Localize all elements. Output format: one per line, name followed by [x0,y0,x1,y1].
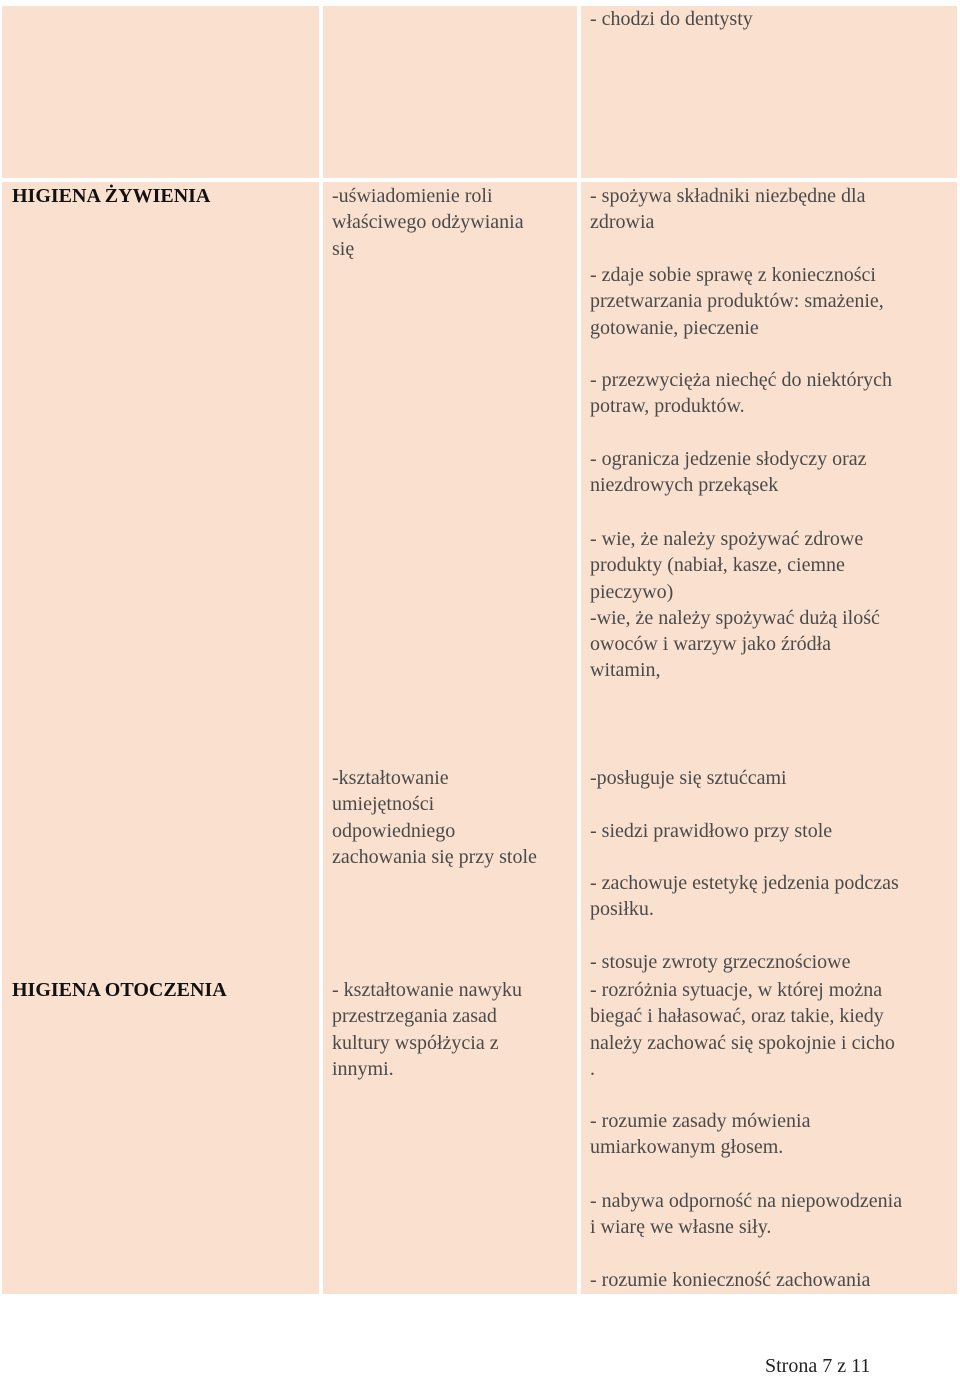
text-line: zdrowia [590,211,655,234]
nutrition-outcome-3 [590,367,892,420]
nutrition-outcome-4 [590,446,867,499]
text-line: -posługuje się sztućcami [590,767,787,789]
table-manners-outcome-1 [590,765,787,791]
text-line: biegać i hałasować, oraz takie, kiedy [590,1005,884,1028]
environment-goal [332,977,522,1082]
text-line: - nabywa odporność na niepowodzenia [590,1190,903,1212]
table-manners-outcome-3 [590,870,899,923]
text-line: -wie, że należy spożywać dużą ilość [590,606,880,629]
nutrition-outcome-2 [590,262,884,341]
text-line: owoców i warzyw jako źródła [590,633,832,656]
text-line: umiejętności [332,793,435,816]
text-line: - zdaje sobie sprawę z konieczności [590,264,876,286]
text-line: pieczywo) [590,580,674,603]
table-manners-outcome-2 [590,818,832,844]
text-line: . [590,1057,595,1080]
text-line: - kształtowanie nawyku [332,979,522,1001]
page-number: Strona 7 z 11 [765,1355,871,1377]
text-line: - siedzi prawidłowo przy stole [590,820,833,842]
cell-r2-c1 [2,182,319,1294]
text-line: -kształtowanie [332,767,449,789]
text-line: - zachowuje estetykę jedzenia podczas [590,872,899,894]
table-manners-goal [332,765,537,870]
text-line: gotowanie, pieczenie [590,316,759,339]
text-line: - spożywa składniki niezbędne dla [590,185,866,207]
nutrition-outcome-5 [590,526,880,684]
text-line: - chodzi do dentysty [590,8,753,30]
text-line: kultury współżycia z [332,1031,499,1054]
environment-outcome-3 [590,1108,810,1161]
section-heading-nutrition: HIGIENA ŻYWIENIA [12,185,211,207]
text-line: produkty (nabiał, kasze, ciemne [590,554,845,577]
text-line: -uświadomienie roli [332,185,493,207]
environment-outcome-2 [590,977,895,1082]
nutrition-goal [332,183,524,262]
text-line: przetwarzania produktów: smażenie, [590,290,884,313]
text-line: - rozróżnia sytuacje, w której można [590,979,883,1001]
cell-r1-c1 [2,6,319,178]
cell-r1-c2 [323,6,577,178]
text-line: - rozumie zasady mówienia [590,1110,811,1132]
text-line: zachowania się przy stole [332,845,537,868]
environment-outcome-1 [590,949,850,975]
top-row-outcome [590,6,753,32]
text-line: należy zachować się spokojnie i cicho [590,1031,895,1054]
text-line: innymi. [332,1057,394,1080]
environment-outcome-4 [590,1188,902,1241]
text-line: - ogranicza jedzenie słodyczy oraz [590,448,867,470]
environment-outcome-5 [590,1267,870,1293]
text-line: witamin, [590,659,661,682]
text-line: i wiarę we własne siły. [590,1216,772,1239]
text-line: się [332,237,355,260]
text-line: umiarkowanym głosem. [590,1136,784,1159]
text-line: potraw, produktów. [590,395,745,418]
text-line: - przezwycięża niechęć do niektórych [590,369,893,391]
text-line: posiłku. [590,898,654,921]
text-line: odpowiedniego [332,819,456,842]
text-line: - stosuje zwroty grzecznościowe [590,951,851,973]
cell-r2-c2 [323,182,577,1294]
text-line: - rozumie konieczność zachowania [590,1269,871,1291]
nutrition-outcome-1 [590,183,865,236]
text-line: - wie, że należy spożywać zdrowe [590,528,864,550]
section-heading-environment: HIGIENA OTOCZENIA [12,979,227,1001]
text-line: niezdrowych przekąsek [590,474,779,497]
text-line: właściwego odżywiania [332,211,524,234]
text-line: przestrzegania zasad [332,1005,497,1028]
